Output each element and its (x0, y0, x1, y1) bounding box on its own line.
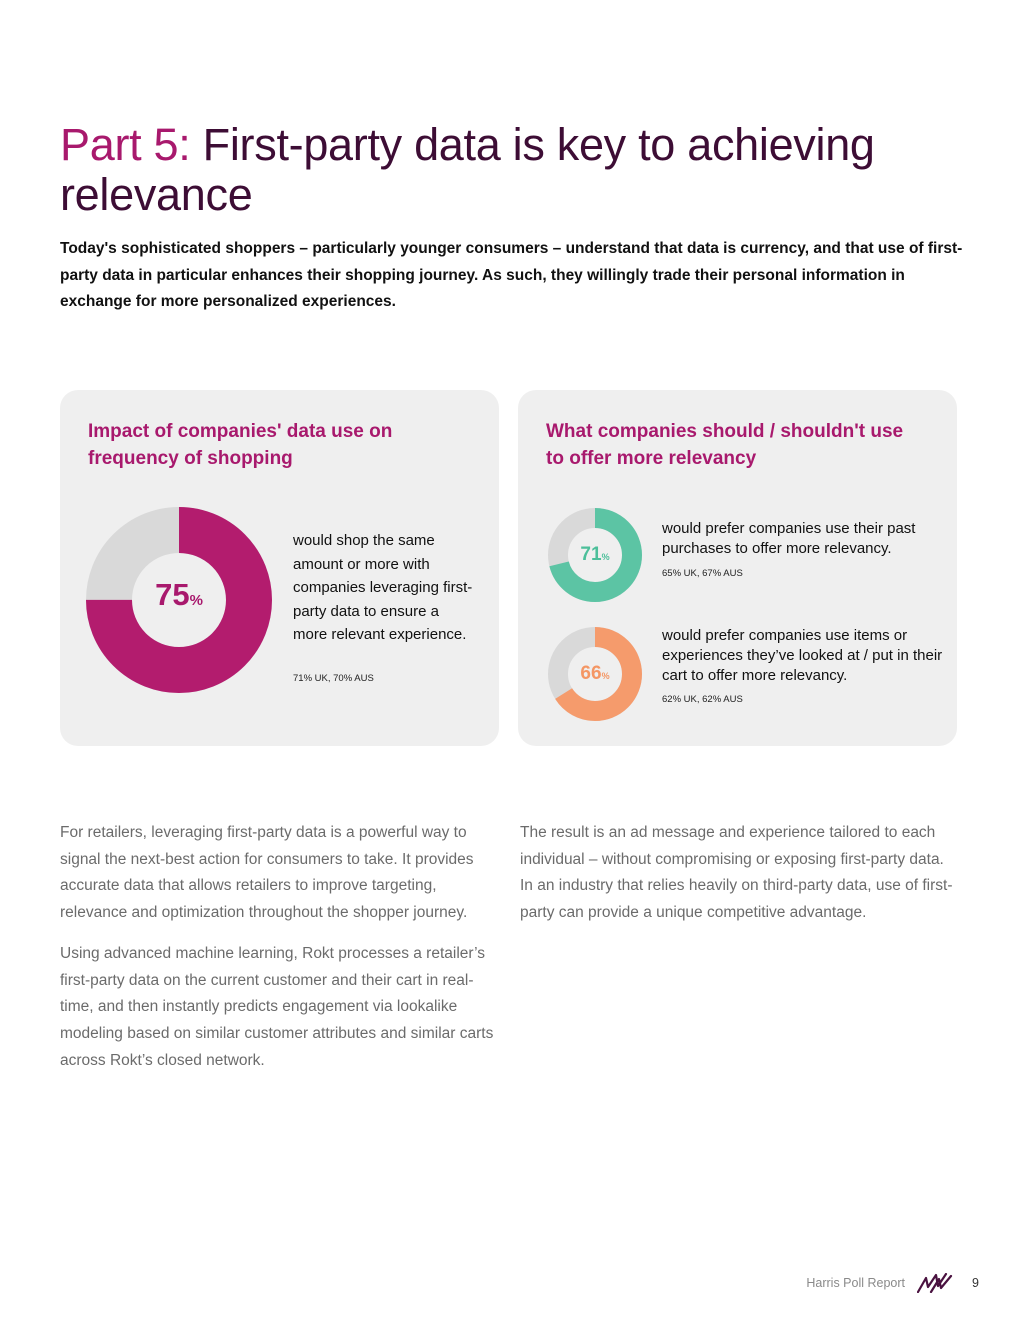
value-number: 66 (580, 663, 602, 684)
stat-footnote: 65% UK, 67% AUS (662, 568, 743, 579)
shopping-frequency-card (60, 390, 499, 746)
donut-value-label (547, 544, 643, 568)
percent-sign: % (189, 592, 203, 609)
stat-footnote: 62% UK, 62% AUS (662, 694, 743, 705)
value-number: 75 (155, 577, 190, 612)
donut-value-label (547, 663, 643, 687)
percent-sign: % (601, 671, 610, 681)
body-column-left (60, 820, 505, 1074)
intro-paragraph: Today's sophisticated shoppers – particularly younger consumers – understand that data is currency, and that use of first-party data in particular enhances their shopping journey. As such, they willingly trade their personal information in exchange for more personalized experiences. (60, 240, 963, 310)
footer-report-name: Harris Poll Report (806, 1276, 905, 1290)
stat-description: would prefer companies use their past purchases to offer more relevancy. (662, 520, 916, 557)
page-title (60, 120, 960, 220)
percent-sign: % (601, 552, 610, 562)
page-number: 9 (972, 1276, 979, 1290)
card-title: Impact of companies' data use on frequency of shopping (88, 421, 393, 469)
relevancy-card (518, 390, 957, 746)
body-paragraph: Using advanced machine learning, Rokt processes a retailer’s first-party data on the current customer and their cart in real-time, and then instantly predicts engagement via lookalike modeling based on similar customer attributes and similar carts across Rokt’s closed network. (60, 944, 494, 1069)
body-column-right (520, 820, 960, 927)
donut-value-label (86, 577, 272, 619)
stat-footnote: 71% UK, 70% AUS (293, 673, 374, 684)
title-part-label: Part 5: (60, 119, 191, 170)
body-paragraph: For retailers, leveraging first-party data is a powerful way to signal the next-best action for consumers to take. It provides accurate data that allows retailers to improve targeting, relevance and optimization throughout the shopper journey. (60, 824, 474, 922)
body-paragraph: The result is an ad message and experience tailored to each individual – without compromising or exposing first-party data. In an industry that relies heavily on third-party data, use of first-party can provide a unique competitive advantage. (520, 824, 953, 922)
value-number: 71 (580, 544, 602, 565)
rokt-logo-icon (917, 1273, 953, 1293)
stat-description: would shop the same amount or more with companies leveraging first-party data to ensure a more relevant experience. (293, 532, 473, 643)
title-text: First-party data is key to achieving relevance (60, 119, 875, 220)
card-title: What companies should / shouldn't use to offer more relevancy (546, 421, 904, 469)
stat-description: would prefer companies use items or experiences they’ve looked at / put in their cart to offer more relevancy. (662, 627, 943, 684)
